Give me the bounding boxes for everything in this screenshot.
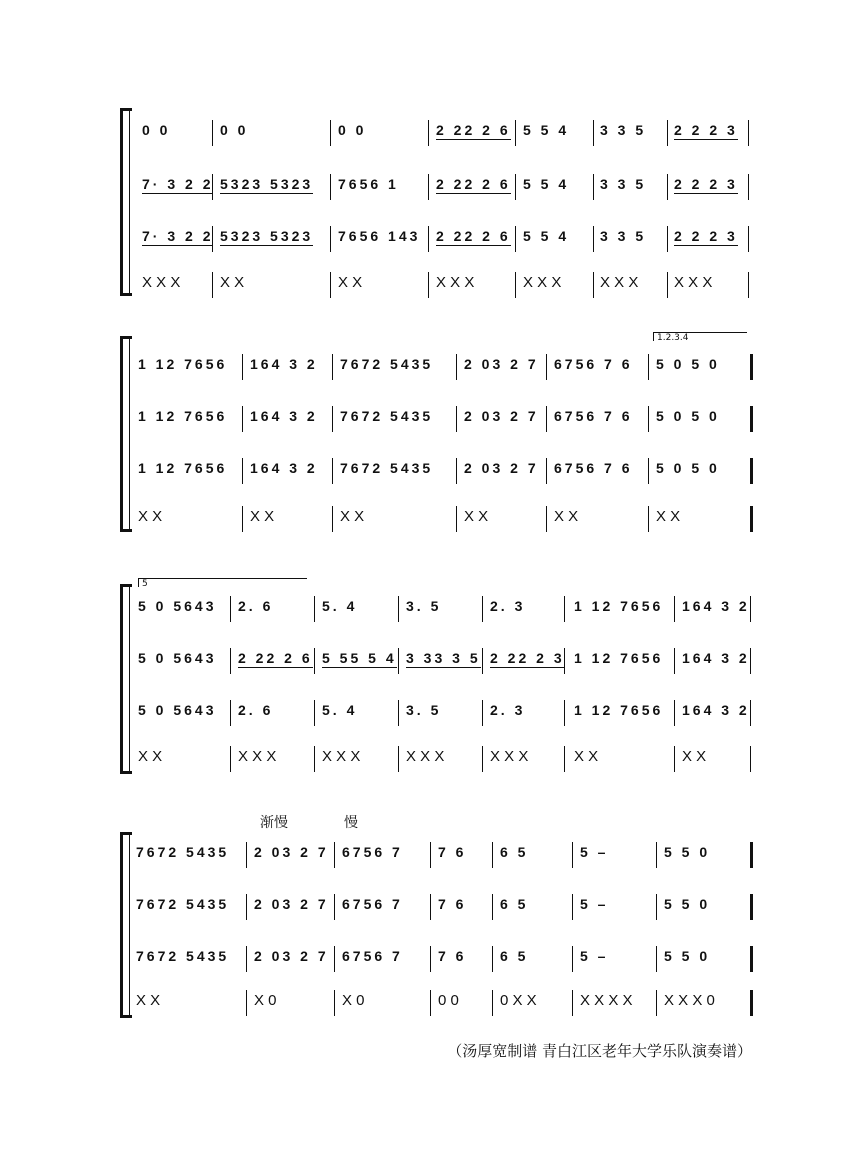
measure: X X (136, 992, 161, 1009)
staff-row-3 (134, 226, 756, 256)
score-system-2 (120, 333, 756, 536)
measure: 3 3 5 (600, 122, 647, 138)
staff-row-1 (134, 120, 756, 150)
measure: 5. 4 (322, 598, 358, 614)
measure: X X X (238, 748, 277, 765)
staff-row-1 (134, 354, 756, 384)
staff-row-2 (134, 406, 756, 436)
measure: 3. 5 (406, 598, 442, 614)
measure: X X X (142, 274, 181, 291)
measure: 6756 7 6 (554, 356, 633, 372)
measure: X X X 0 (664, 992, 715, 1009)
system-brace (120, 832, 133, 1018)
staff-row-2 (134, 894, 756, 924)
measure: 1 12 7656 (138, 408, 228, 424)
measure: X X (138, 748, 163, 765)
measure: 164 3 2 (682, 702, 750, 718)
staff-row-2 (134, 174, 756, 204)
staff-row-1 (134, 596, 756, 626)
measure: X X X (490, 748, 529, 765)
measure: X X X (674, 274, 713, 291)
score-system-4 (120, 815, 756, 1022)
measure: 2 2 2 3 (674, 176, 738, 192)
measure: 2 22 2 6 (436, 122, 511, 138)
measure: 2 03 2 7 (464, 356, 539, 372)
measure: 7672 5435 (136, 948, 230, 964)
measure: 2. 6 (238, 598, 274, 614)
measure: X X X (436, 274, 475, 291)
measure: 6 5 (500, 948, 529, 964)
measure: 164 3 2 (682, 650, 750, 666)
system-brace (120, 584, 133, 774)
measure: 6 5 (500, 896, 529, 912)
measure: 7672 5435 (340, 356, 434, 372)
measure: 5 55 5 4 (322, 650, 397, 666)
measure: 1 12 7656 (574, 702, 664, 718)
measure: 2. 3 (490, 598, 526, 614)
measure: 5. 4 (322, 702, 358, 718)
volta-bracket: 1.2.3.4 (653, 332, 747, 341)
measure: X X (656, 508, 681, 525)
measure: 7· 3 2 2 (142, 176, 214, 192)
score-system-1 (120, 108, 756, 298)
measure: 5 – (580, 844, 609, 860)
system-brace (120, 108, 133, 296)
measure: 0 0 (338, 122, 367, 138)
measure: X X (220, 274, 245, 291)
measure: 2 2 2 3 (674, 228, 738, 244)
measure: 7 6 (438, 896, 467, 912)
measure: X X (464, 508, 489, 525)
measure: X X (138, 508, 163, 525)
measure: 7672 5435 (136, 844, 230, 860)
measure: 6 5 (500, 844, 529, 860)
measure: 7· 3 2 2 (142, 228, 214, 244)
measure: 3. 5 (406, 702, 442, 718)
measure: X X (340, 508, 365, 525)
measure: 164 3 2 (682, 598, 750, 614)
measure: X X (338, 274, 363, 291)
measure: 5 5 4 (523, 228, 570, 244)
measure: 2 2 2 3 (674, 122, 738, 138)
measure: 1 12 7656 (138, 356, 228, 372)
measure: X 0 (342, 992, 365, 1009)
measure: 5 0 5643 (138, 650, 217, 666)
measure: 2 22 2 3 (490, 650, 565, 666)
measure: 6756 7 6 (554, 460, 633, 476)
measure: X X (682, 748, 707, 765)
measure: 7656 143 (338, 228, 421, 244)
measure: X 0 (254, 992, 277, 1009)
measure: 2 22 2 6 (436, 176, 511, 192)
measure: 7672 5435 (340, 408, 434, 424)
measure: 3 33 3 5 (406, 650, 481, 666)
measure: X X X (322, 748, 361, 765)
measure: 164 3 2 (250, 356, 318, 372)
measure: 1 12 7656 (574, 598, 664, 614)
measure: 6756 7 6 (554, 408, 633, 424)
tempo-marking: 渐慢 (260, 815, 288, 831)
measure: 7672 5435 (136, 896, 230, 912)
measure: 0 0 (142, 122, 171, 138)
measure: 164 3 2 (250, 460, 318, 476)
measure: 2 22 2 6 (436, 228, 511, 244)
measure: 0 0 (220, 122, 249, 138)
measure: 5323 5323 (220, 228, 314, 244)
measure: 5 – (580, 896, 609, 912)
measure: 2. 6 (238, 702, 274, 718)
measure: 5 5 0 (664, 948, 711, 964)
measure: 7672 5435 (340, 460, 434, 476)
volta-bracket: 5 (138, 578, 307, 587)
tempo-marking: 慢 (344, 815, 358, 831)
measure: 164 3 2 (250, 408, 318, 424)
measure: 1 12 7656 (138, 460, 228, 476)
measure: 5 0 5 0 (656, 460, 720, 476)
measure: 6756 7 (342, 948, 403, 964)
measure: 5 0 5643 (138, 702, 217, 718)
measure: 5 0 5 0 (656, 356, 720, 372)
measure: X X X X (580, 992, 633, 1009)
measure: 2 03 2 7 (254, 948, 329, 964)
measure: 5 0 5643 (138, 598, 217, 614)
measure: 2 03 2 7 (464, 408, 539, 424)
score-system-3 (120, 579, 756, 776)
measure: 5 – (580, 948, 609, 964)
measure: 0 X X (500, 992, 537, 1009)
measure: X X X (406, 748, 445, 765)
measure: 2 03 2 7 (254, 844, 329, 860)
measure: 3 3 5 (600, 176, 647, 192)
measure: 7 6 (438, 844, 467, 860)
measure: 7656 1 (338, 176, 399, 192)
percussion-row (134, 506, 756, 536)
percussion-row (134, 990, 756, 1020)
measure: 7 6 (438, 948, 467, 964)
measure: 6756 7 (342, 896, 403, 912)
staff-row-3 (134, 700, 756, 730)
staff-row-3 (134, 946, 756, 976)
measure: X X X (523, 274, 562, 291)
measure: 5323 5323 (220, 176, 314, 192)
measure: 5 0 5 0 (656, 408, 720, 424)
percussion-row (134, 272, 756, 302)
measure: 2. 3 (490, 702, 526, 718)
measure: 2 22 2 6 (238, 650, 313, 666)
measure: 1 12 7656 (574, 650, 664, 666)
percussion-row (134, 746, 756, 776)
system-brace (120, 336, 133, 532)
measure: 5 5 0 (664, 844, 711, 860)
measure: 3 3 5 (600, 228, 647, 244)
measure: 5 5 0 (664, 896, 711, 912)
measure: 6756 7 (342, 844, 403, 860)
staff-row-3 (134, 458, 756, 488)
measure: 0 0 (438, 992, 459, 1009)
measure: X X (554, 508, 579, 525)
score-credit: （汤厚宽制谱 青白江区老年大学乐队演奏谱） (447, 1042, 752, 1060)
staff-row-2 (134, 648, 756, 678)
measure: 5 5 4 (523, 122, 570, 138)
measure: X X (574, 748, 599, 765)
measure: X X (250, 508, 275, 525)
staff-row-1 (134, 842, 756, 872)
measure: X X X (600, 274, 639, 291)
measure: 5 5 4 (523, 176, 570, 192)
measure: 2 03 2 7 (464, 460, 539, 476)
measure: 2 03 2 7 (254, 896, 329, 912)
